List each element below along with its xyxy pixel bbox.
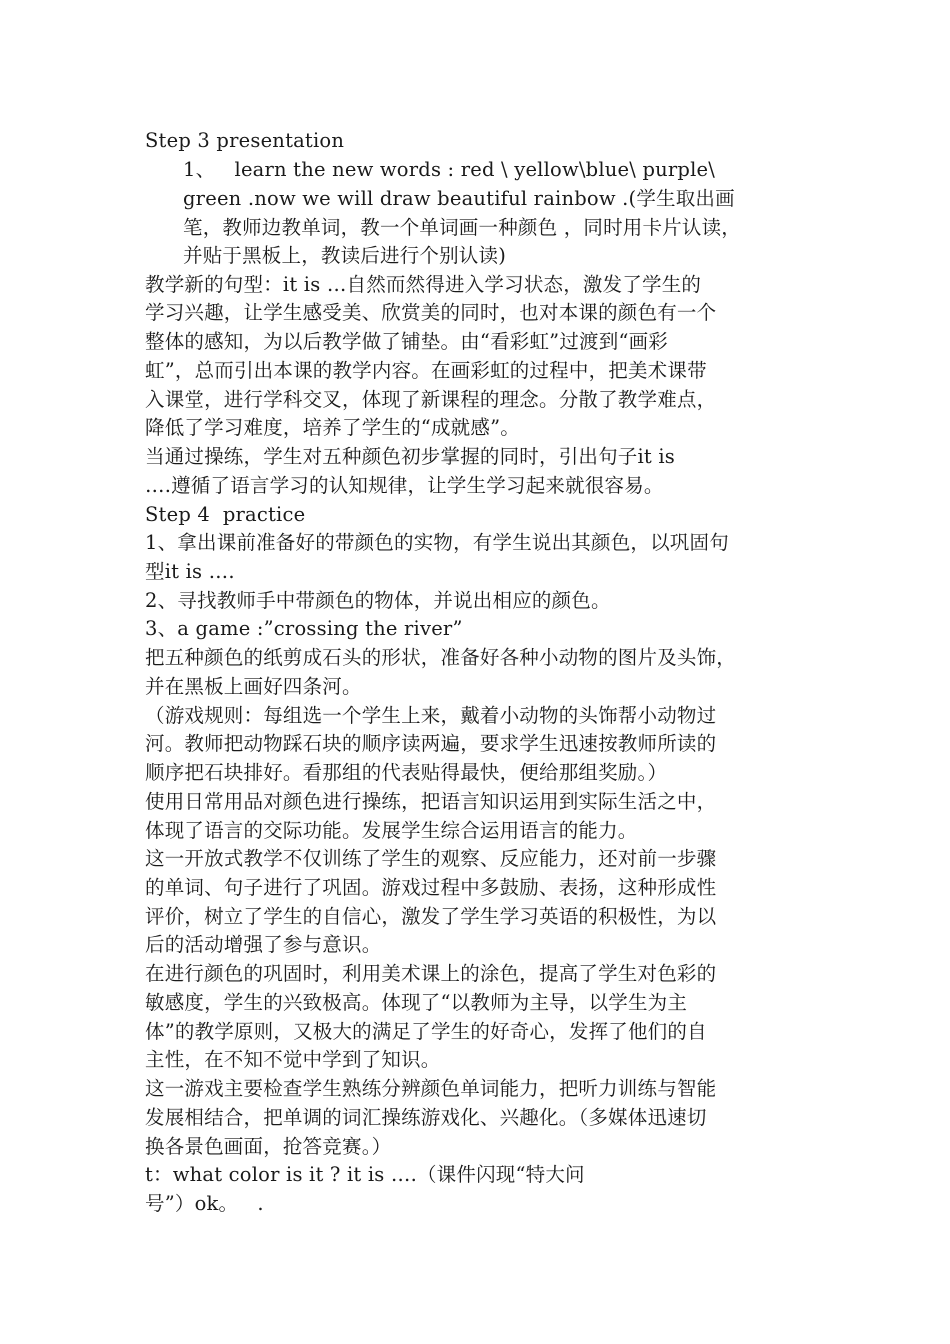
step3-item1-line: 笔，教师边教单词，教一个单词画一种颜色 ，同时用卡片认读， (183, 216, 741, 239)
paragraph-line: 学习兴趣，让学生感受美、欣赏美的同时，也对本课的颜色有一个 (145, 301, 717, 324)
step3-item1-line: 1、 learn the new words : red \ yellow\blue\ purple\ (183, 158, 716, 181)
game-rules-line: 河。教师把动物踩石块的顺序读两遍，要求学生迅速按教师所读的 (145, 732, 717, 755)
paragraph-line: ….遵循了语言学习的认知规律，让学生学习起来就很容易。 (145, 474, 664, 497)
paragraph-line: 入课堂，进行学科交叉，体现了新课程的理念。分散了教学难点， (145, 388, 717, 411)
paragraph-line: 换各景色画面，抢答竞赛。） (145, 1135, 392, 1158)
dialogue-line: 号”）ok。 . (145, 1192, 264, 1215)
paragraph-line: 虹”，总而引出本课的教学内容。在画彩虹的过程中，把美术课带 (145, 359, 707, 382)
step3-item1-line: 并贴于黑板上，教读后进行个别认读) (183, 244, 507, 267)
paragraph-line: 主性，在不知不觉中学到了知识。 (145, 1048, 441, 1071)
step4-item3-line: 3、a game :”crossing the river” (145, 617, 463, 640)
paragraph-line: 的单词、句子进行了巩固。游戏过程中多鼓励、表扬，这种形成性 (145, 876, 717, 899)
step4-item1-line: 型it is …. (145, 560, 235, 583)
paragraph-line: 教学新的句型：it is …自然而然得进入学习状态，激发了学生的 (145, 273, 702, 296)
paragraph-line: 把五种颜色的纸剪成石头的形状，准备好各种小动物的图片及头饰， (145, 646, 737, 669)
paragraph-line: 在进行颜色的巩固时，利用美术课上的涂色，提高了学生对色彩的 (145, 962, 717, 985)
paragraph-line: 使用日常用品对颜色进行操练，把语言知识运用到实际生活之中， (145, 790, 717, 813)
step3-item1-line: green .now we will draw beautiful rainbow .(学生取出画 (183, 187, 735, 210)
step4-item1-line: 1、拿出课前准备好的带颜色的实物，有学生说出其颜色，以巩固句 (145, 531, 729, 554)
step4-item2-line: 2、寻找教师手中带颜色的物体，并说出相应的颜色。 (145, 589, 611, 612)
paragraph-line: 降低了学习难度，培养了学生的“成就感”。 (145, 416, 520, 439)
paragraph-line: 后的活动增强了参与意识。 (145, 933, 382, 956)
paragraph-line: 这一游戏主要检查学生熟练分辨颜色单词能力，把听力训练与智能 (145, 1077, 717, 1100)
paragraph-line: 体”的教学原则，又极大的满足了学生的好奇心，发挥了他们的自 (145, 1020, 707, 1043)
paragraph-line: 评价，树立了学生的自信心，激发了学生学习英语的积极性，为以 (145, 905, 717, 928)
step3-heading: Step 3 presentation (145, 129, 345, 152)
paragraph-line: 敏感度，学生的兴致极高。体现了“以教师为主导，以学生为主 (145, 991, 688, 1014)
paragraph-line: 这一开放式教学不仅训练了学生的观察、反应能力，还对前一步骤 (145, 847, 717, 870)
game-rules-line: （游戏规则：每组选一个学生上来，戴着小动物的头饰帮小动物过 (145, 704, 717, 727)
step4-heading: Step 4 practice (145, 503, 306, 526)
paragraph-line: 并在黑板上画好四条河。 (145, 675, 362, 698)
paragraph-line: 当通过操练，学生对五种颜色初步掌握的同时，引出句子it is (145, 445, 676, 468)
paragraph-line: 体现了语言的交际功能。发展学生综合运用语言的能力。 (145, 819, 638, 842)
paragraph-line: 整体的感知，为以后教学做了铺垫。由“看彩虹”过渡到“画彩 (145, 330, 669, 353)
paragraph-line: 发展相结合，把单调的词汇操练游戏化、兴趣化。（多媒体迅速切 (145, 1106, 707, 1129)
game-rules-line: 顺序把石块排好。看那组的代表贴得最快，便给那组奖励。） (145, 761, 668, 784)
dialogue-line: t：what color is it ? it is ….（课件闪现“特大问 (145, 1163, 585, 1186)
